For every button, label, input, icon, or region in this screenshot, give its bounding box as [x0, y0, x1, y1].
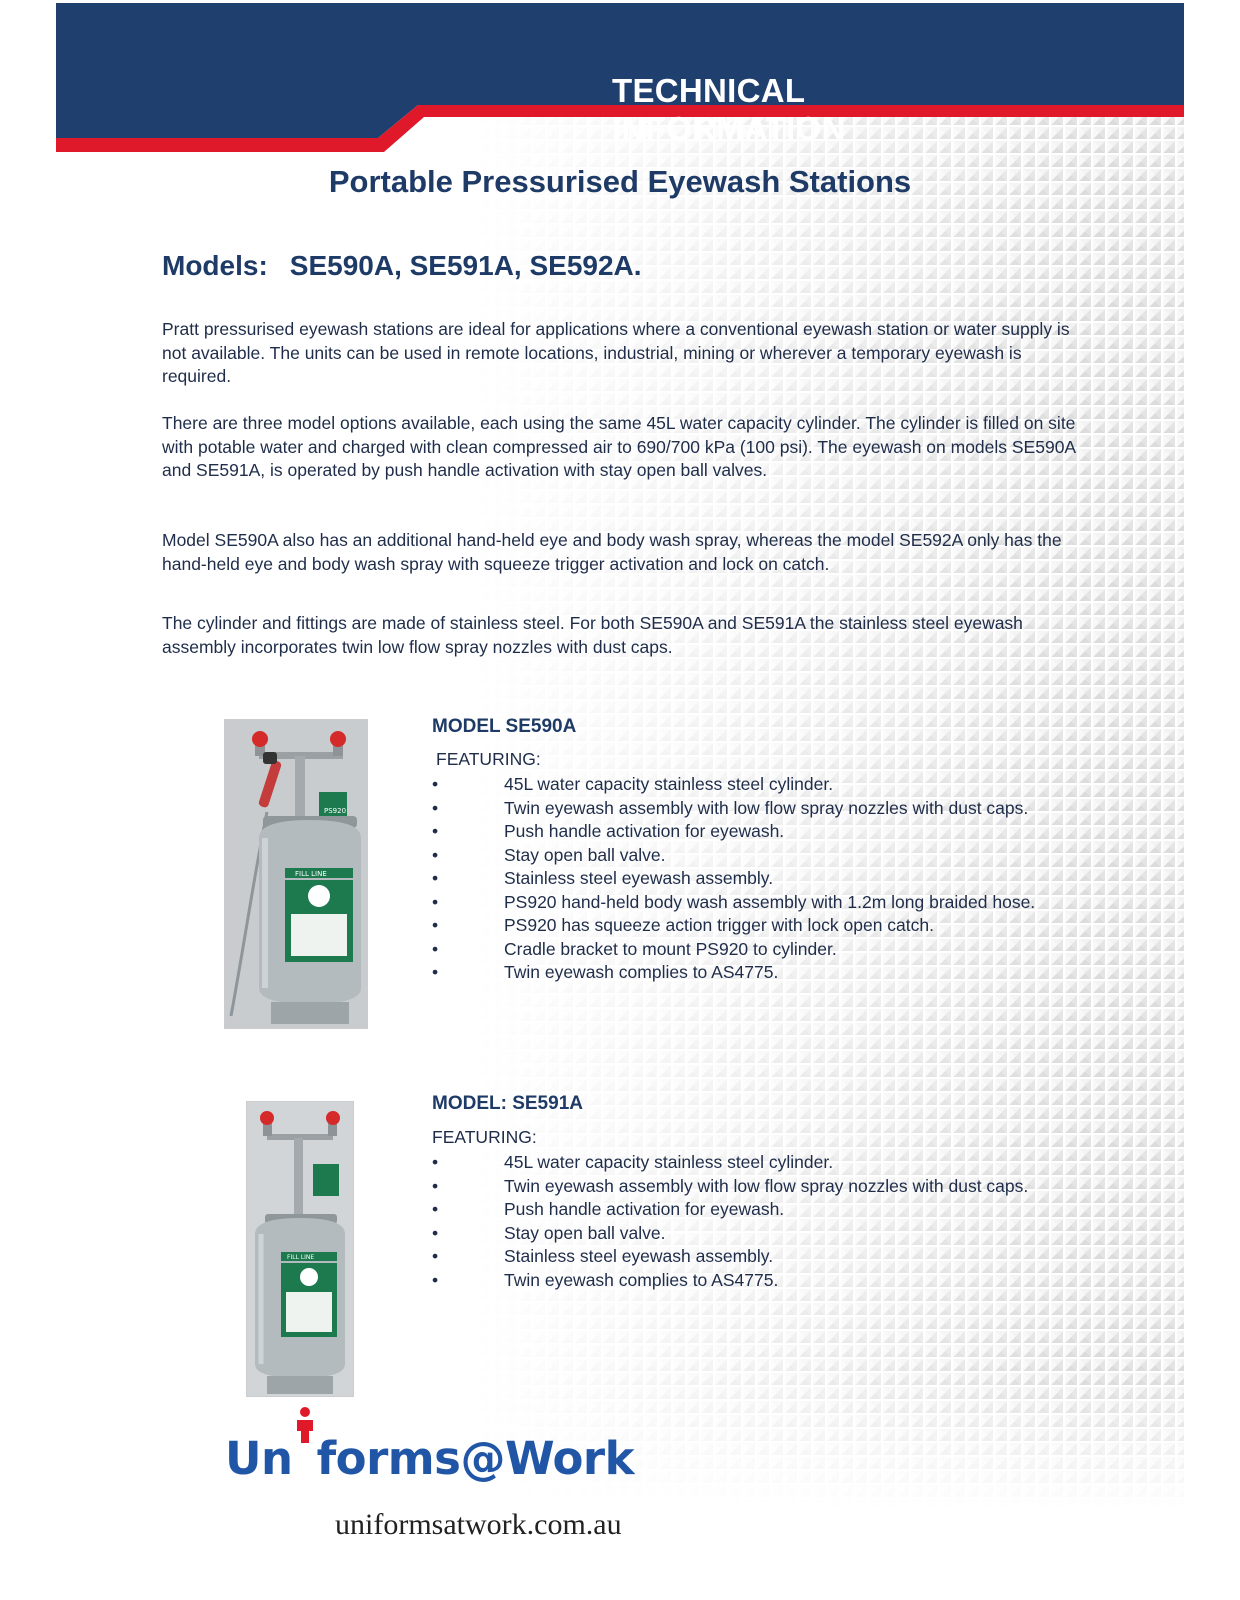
photo-fill-line-label: FILL LINE [295, 870, 327, 878]
feature-item [432, 891, 1082, 915]
feature-text: PS920 has squeeze action trigger with lock open catch. [504, 915, 934, 935]
logo-text-end: forms@Work [316, 1432, 635, 1485]
feature-item [432, 773, 1082, 797]
feature-text: PS920 hand-held body wash assembly with 1.2m long braided hose. [504, 891, 1036, 912]
feature-text: Cradle bracket to mount PS920 to cylinder. [504, 938, 837, 959]
bullet-icon: • [432, 1222, 439, 1243]
feature-item [432, 1198, 1082, 1222]
feature-text: Twin eyewash assembly with low flow spray nozzles with dust caps. [504, 1175, 1029, 1196]
feature-item [432, 1222, 1082, 1246]
models-label: Models: [162, 250, 268, 281]
bullet-icon: • [432, 797, 439, 818]
photo-fill-line-label: FILL LINE [287, 1254, 315, 1261]
feature-text: 45L water capacity stainless steel cylinder. [504, 774, 834, 794]
models-value: SE590A, SE591A, SE592A. [289, 250, 642, 281]
model-se591a-heading: MODEL: SE591A [432, 1093, 583, 1114]
bullet-icon: • [432, 821, 439, 841]
feature-text: Twin eyewash assembly with low flow spray nozzles with dust caps. [504, 797, 1029, 818]
feature-text: Push handle activation for eyewash. [504, 821, 785, 841]
bullet-icon: • [432, 915, 439, 935]
website-url[interactable]: uniformsatwork.com.au [335, 1508, 622, 1541]
bullet-icon: • [432, 962, 439, 982]
feature-text: Twin eyewash complies to AS4775. [504, 962, 779, 982]
page-title: Portable Pressurised Eyewash Stations [328, 164, 912, 199]
feature-item [432, 1269, 1082, 1293]
feature-text: Stay open ball valve. [504, 1222, 666, 1243]
feature-item [432, 961, 1082, 985]
model-se591a-featuring: FEATURING: [432, 1127, 537, 1147]
model-se590a-featuring: FEATURING: [436, 749, 541, 769]
feature-text: Push handle activation for eyewash. [504, 1199, 785, 1219]
intro-paragraph: Pratt pressurised eyewash stations are ideal for applications where a conventional eyewash station or water supply is not available. The units can be used in remote locations, industrial, mining or wherever a temporary eyewash is required. [162, 319, 1070, 386]
model-se591a-features [432, 1151, 1082, 1292]
feature-text: Stainless steel eyewash assembly. [504, 868, 774, 888]
feature-text: 45L water capacity stainless steel cylinder. [504, 1152, 834, 1172]
bullet-icon: • [432, 868, 439, 888]
options-paragraph: There are three model options available, each using the same 45L water capacity cylinder. The cylinder is filled on site with potable water and charged with clean compressed air to 690/700 kPa (100 psi). The eyewash on models SE590A and SE591A, is operated by push handle activation with stay open ball valves. [162, 413, 1076, 480]
models-line [162, 250, 642, 282]
feature-item [432, 914, 1082, 938]
bullet-icon: • [432, 1152, 439, 1172]
feature-item [432, 1175, 1082, 1199]
feature-item [432, 797, 1082, 821]
se590a-product-photo [224, 719, 368, 1029]
feature-text: Stay open ball valve. [504, 844, 666, 865]
bullet-icon: • [432, 891, 439, 912]
bullet-icon: • [432, 1246, 439, 1266]
logo-text-start: Un [225, 1432, 293, 1485]
model-se590a-features [432, 773, 1082, 985]
bullet-icon: • [432, 1269, 439, 1290]
uniforms-at-work-logo [225, 1432, 634, 1485]
feature-text: Twin eyewash complies to AS4775. [504, 1269, 779, 1290]
feature-item [432, 820, 1082, 844]
ps920-tag: PS920 [324, 807, 347, 815]
feature-item [432, 938, 1082, 962]
model-se590a-heading: MODEL SE590A [432, 716, 577, 737]
bullet-icon: • [432, 1175, 439, 1196]
se591a-product-photo [246, 1101, 354, 1397]
feature-item [432, 844, 1082, 868]
bullet-icon: • [432, 1199, 439, 1219]
feature-item [432, 867, 1082, 891]
feature-item [432, 1151, 1082, 1175]
se590a-paragraph: Model SE590A also has an additional hand-held eye and body wash spray, whereas the model SE592A only has the hand-held eye and body wash spray with squeeze trigger activation and lock on catch. [162, 530, 1062, 574]
header-title: TECHNICAL INFORMATION [612, 72, 846, 147]
bullet-icon: • [432, 774, 439, 794]
bullet-icon: • [432, 938, 439, 959]
person-icon [294, 1436, 316, 1474]
feature-item [432, 1245, 1082, 1269]
bullet-icon: • [432, 844, 439, 865]
materials-paragraph: The cylinder and fittings are made of stainless steel. For both SE590A and SE591A the stainless steel eyewash assembly incorporates twin low flow spray nozzles with dust caps. [162, 613, 1023, 657]
feature-text: Stainless steel eyewash assembly. [504, 1246, 774, 1266]
